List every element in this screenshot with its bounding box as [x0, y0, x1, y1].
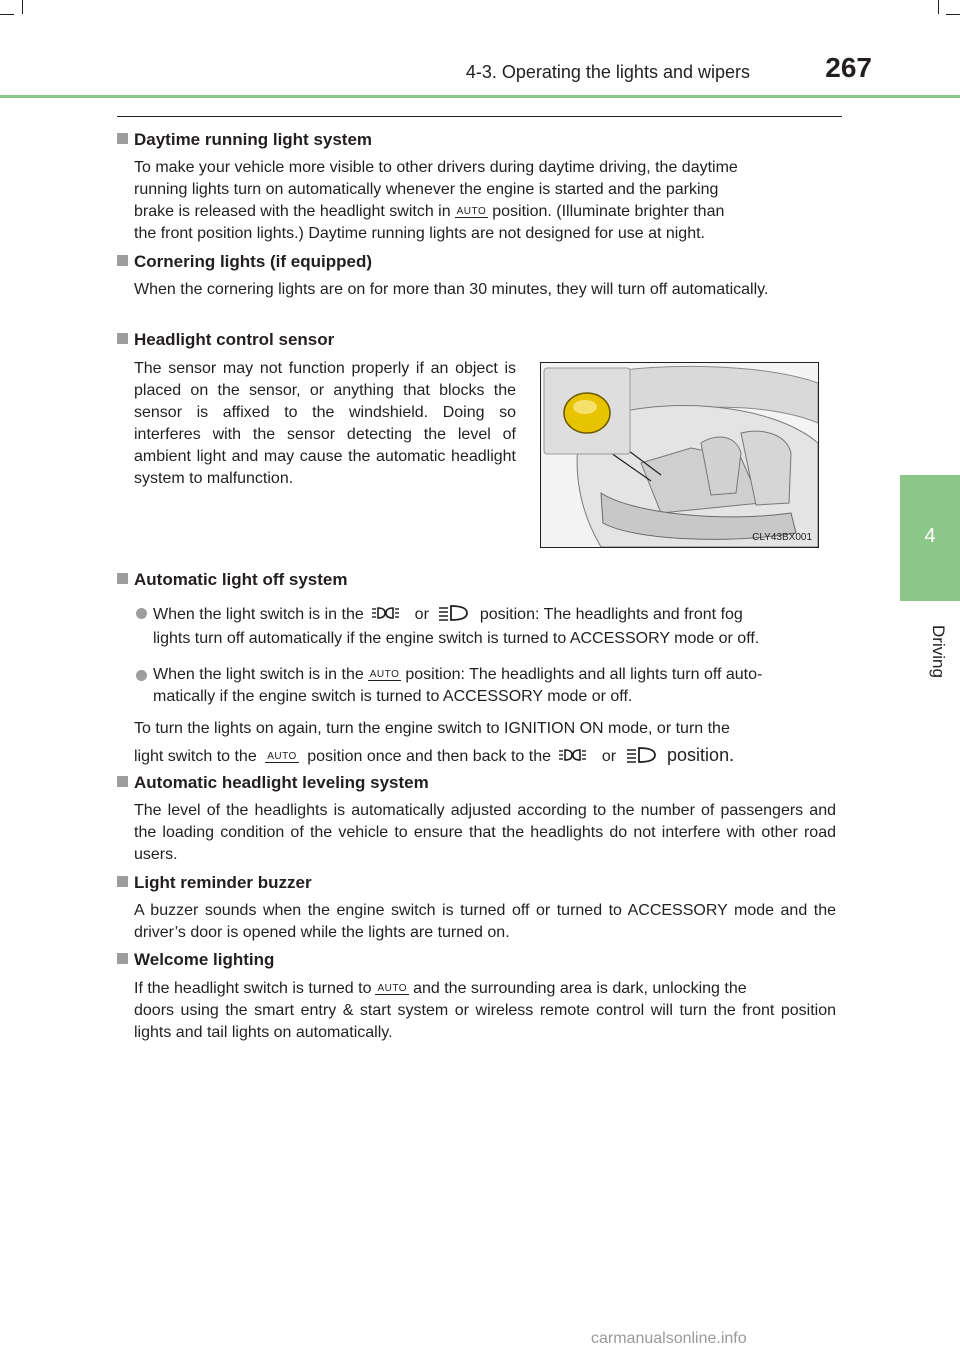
heading-welcome: Welcome lighting	[117, 950, 274, 970]
watermark[interactable]: carmanualsonline.info	[591, 1330, 747, 1347]
bullet-dot	[136, 608, 147, 619]
header-rule	[0, 95, 960, 98]
heading-leveling: Automatic headlight leveling system	[117, 773, 429, 793]
figure-code: CLY43BX001	[752, 532, 812, 543]
chapter-name: Driving	[929, 625, 948, 678]
square-bullet-icon	[117, 133, 128, 144]
content-rule	[117, 116, 842, 117]
headlight-icon	[625, 746, 659, 764]
dashboard-illustration	[541, 363, 818, 547]
chapter-number: 4	[924, 525, 936, 547]
sensor-illustration	[540, 362, 819, 548]
heading-light-off: Automatic light off system	[117, 570, 347, 590]
bullet-light-off-2: When the light switch is in the AUTO position: The headlights and all lights turn off auto- matically if the engine switch is turned to ACCESSORY mode or off.	[153, 666, 763, 705]
square-bullet-icon	[117, 573, 128, 584]
page-number: 267	[825, 52, 872, 83]
heading-sensor: Headlight control sensor	[117, 330, 334, 350]
crop-mark	[946, 14, 960, 15]
paragraph-leveling: The level of the headlights is automatically adjusted according to the number of passengers and the loading condition of the vehicle to ensure that the headlights do not interfere with other road users.	[134, 802, 836, 863]
crop-mark	[22, 0, 23, 14]
auto-icon: AUTO	[267, 751, 297, 762]
paragraph-buzzer: A buzzer sounds when the engine switch is turned off or turned to ACCESSORY mode and the driver’s door is opened while the lights are turned on.	[134, 902, 836, 941]
headlight-icon	[437, 604, 471, 622]
position-light-icon	[559, 746, 593, 764]
paragraph-daytime: To make your vehicle more visible to other drivers during daytime driving, the daytime running lights turn on automatically whenever the engine is started and the parking brake is released with the headlight switch in AUTO position. (Illuminate brighter than the front position lights.) Daytime running lights are not designed for use at night.	[134, 159, 738, 242]
square-bullet-icon	[117, 333, 128, 344]
paragraph-welcome: If the headlight switch is turned to AUTO and the surrounding area is dark, unlocking the doors using the smart entry & start system or wireless remote control will turn the front position lights and tail lights on automatically.	[134, 980, 836, 1041]
auto-icon: AUTO	[377, 983, 408, 994]
position-light-icon	[372, 604, 406, 622]
crop-mark	[938, 0, 939, 14]
crop-mark	[0, 14, 14, 15]
paragraph-cornering: When the cornering lights are on for more than 30 minutes, they will turn off automatically.	[134, 281, 769, 298]
square-bullet-icon	[117, 876, 128, 887]
auto-icon: AUTO	[456, 206, 487, 217]
heading-cornering: Cornering lights (if equipped)	[117, 252, 372, 272]
bullet-light-off-1: When the light switch is in the or position: The headlights and front fog lights turn off automatically if the engine switch is turned to ACCESSORY mode or off.	[153, 606, 760, 647]
square-bullet-icon	[117, 255, 128, 266]
bullet-dot	[136, 670, 147, 681]
paragraph-light-off-note: To turn the lights on again, turn the engine switch to IGNITION ON mode, or turn the light switch to the AUTO position once and then back to the or position.	[134, 720, 735, 765]
square-bullet-icon	[117, 953, 128, 964]
section-title: 4-3. Operating the lights and wipers	[465, 62, 750, 82]
heading-buzzer: Light reminder buzzer	[117, 873, 312, 893]
chapter-tab[interactable]	[900, 475, 960, 601]
auto-icon: AUTO	[369, 669, 400, 680]
heading-daytime: Daytime running light system	[117, 130, 372, 150]
square-bullet-icon	[117, 776, 128, 787]
paragraph-sensor: The sensor may not function properly if an object is placed on the sensor, or anything that blocks the sensor is affixed to the windshield. Doing so interferes with the sensor detecting the level of ambient light and may cause the automatic headlight system to malfunction.	[134, 360, 516, 487]
